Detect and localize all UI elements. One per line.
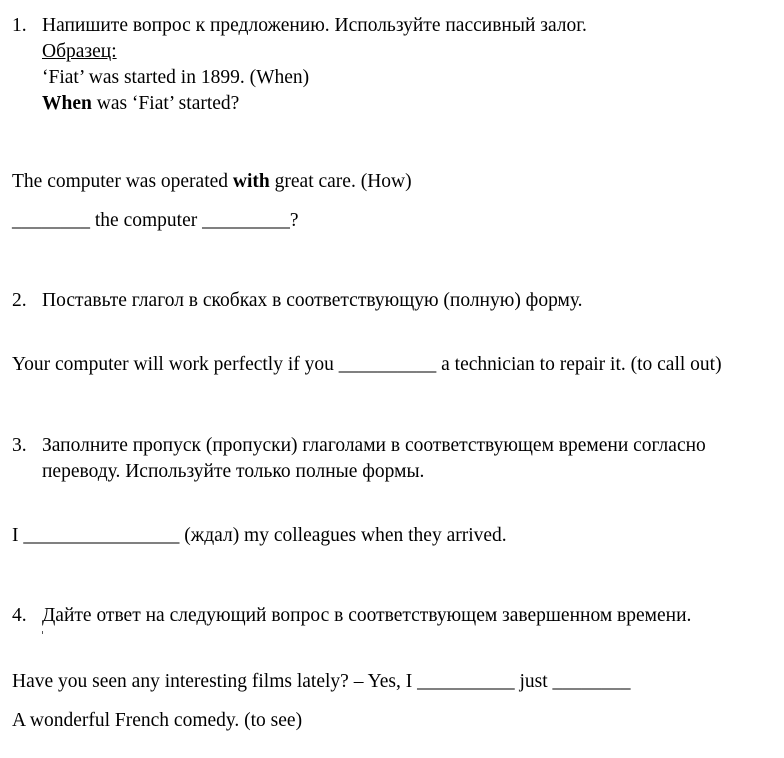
task1-instruction: Напишите вопрос к предложению. Используйте пассивный залог. (42, 15, 587, 36)
task3-instruction-line1: Заполните пропуск (пропуски) глаголами в соответствующем времени согласно (42, 435, 706, 456)
task1-sentence-part2: great care. (How) (269, 171, 412, 192)
task3-number: 3. (12, 435, 27, 456)
task1-sentence-bold: with (232, 171, 270, 192)
task1-sentence (12, 170, 412, 194)
task2-sentence: Your computer will work perfectly if you __________ a technician to repair it. (to call out) (12, 354, 722, 375)
task1-number: 1. (12, 15, 27, 36)
task1-sample-label: Образец: (42, 41, 117, 62)
task3-instruction-line2: переводу. Используйте только полные формы. (42, 461, 425, 482)
task1-sample-answer-rest: was ‘Fiat’ started? (91, 93, 240, 114)
task1-sample-answer (42, 92, 239, 116)
task4-instruction: Дайте ответ на следующий вопрос в соответствующем завершенном времени. (42, 605, 692, 626)
task1-sentence-part1: The computer was operated (12, 171, 233, 192)
task1-answer-line: ________ the computer _________? (12, 210, 299, 231)
task4-sentence-line2: A wonderful French comedy. (to see) (12, 710, 303, 731)
stray-mark (42, 631, 43, 634)
task2-number: 2. (12, 290, 27, 311)
task4-sentence-line1: Have you seen any interesting films lately? – Yes, I __________ just ________ (12, 671, 631, 692)
task1-sample-answer-bold: When (42, 93, 92, 114)
task4-number: 4. (12, 605, 27, 626)
task1-sample-sentence: ‘Fiat’ was started in 1899. (When) (42, 67, 310, 88)
task3-sentence: I ________________ (ждал) my colleagues when they arrived. (12, 525, 507, 546)
task2-instruction: Поставьте глагол в скобках в соответствующую (полную) форму. (42, 290, 583, 311)
